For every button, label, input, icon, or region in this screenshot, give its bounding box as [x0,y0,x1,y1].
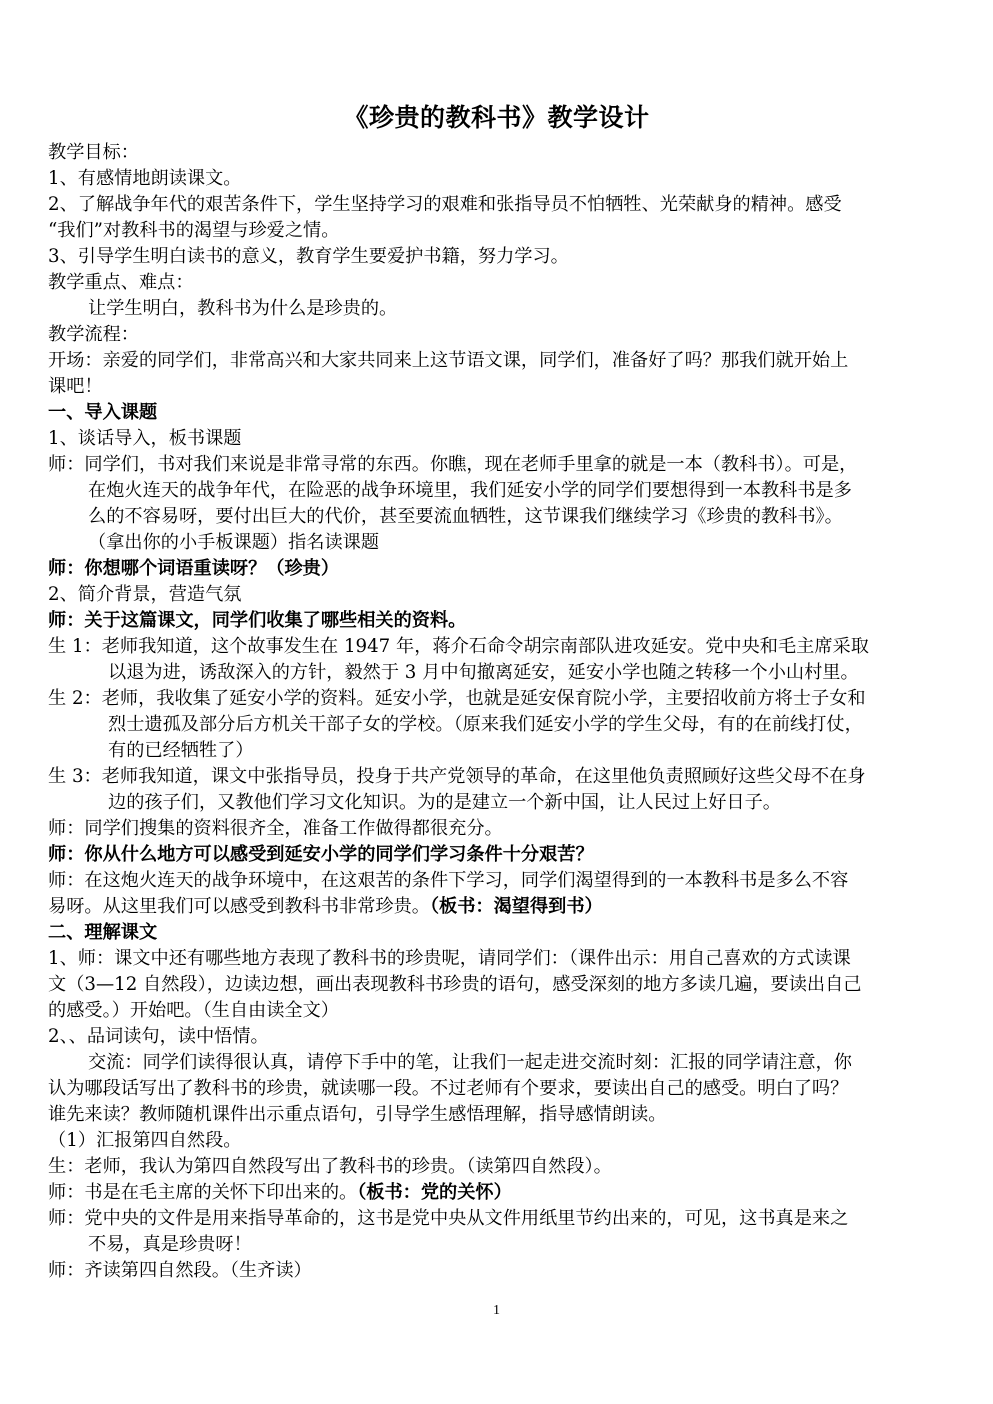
text-line: 师：关于这篇课文，同学们收集了哪些相关的资料。 [48,610,467,631]
text-line: 易呀。从这里我们可以感受到教科书非常珍贵。（板书：渴望得到书） [48,896,603,917]
text-line: 烈士遗孤及部分后方机关干部子女的学校。（原来我们延安小学的学生父母，有的在前线打仗， [108,714,863,735]
document-title: 《珍贵的教科书》教学设计 [343,103,650,132]
text-line: 生：老师，我认为第四自然段写出了教科书的珍贵。（读第四自然段）。 [48,1156,612,1177]
text-line: 2、简介背景，营造气氛 [48,584,242,605]
text-line: 教学重点、难点： [48,272,194,293]
text-line: 么的不容易呀，要付出巨大的代价，甚至要流血牺牲，这节课我们继续学习《珍贵的教科书》。 [88,506,843,527]
text-line: “我们”对教科书的渴望与珍爱之情。 [48,220,340,241]
text-line: 的感受。）开始吧。（生自由读全文） [48,1000,339,1021]
text-line: 师：你想哪个词语重读呀？（珍贵） [48,558,340,579]
document-body [48,140,948,1284]
text-line: 1、有感情地朗读课文。 [48,168,242,189]
text-line: 开场：亲爱的同学们，非常高兴和大家共同来上这节语文课，同学们，准备好了吗？那我们就开始上 [48,350,849,371]
text-line: 认为哪段话写出了教科书的珍贵，就读哪一段。不过老师有个要求，要读出自己的感受。明白了吗？ [48,1078,849,1099]
text-line: 在炮火连天的战争年代，在险恶的战争环境里，我们延安小学的同学们要想得到一本教科书是多 [88,480,852,501]
text-line: 边的孩子们，又教他们学习文化知识。为的是建立一个新中国，让人民过上好日子。 [108,792,781,813]
text-line: 二、理解课文 [48,922,158,943]
text-line: 生 3：老师我知道，课文中张指导员，投身于共产党领导的革命，在这里他负责照顾好这些父母不在身 [48,766,866,787]
text-line: 生 1：老师我知道，这个故事发生在 1947 年，蒋介石命令胡宗南部队进攻延安。党中央和毛主席采取 [48,636,869,657]
text-line: 一、导入课题 [48,402,158,423]
text-line: 不易，真是珍贵呀！ [88,1234,252,1255]
text-line: 师：同学们搜集的资料很齐全，准备工作做得都很充分。 [48,818,503,839]
text-line: 师：你从什么地方可以感受到延安小学的同学们学习条件十分艰苦？ [48,844,594,865]
text-line: 师：在这炮火连天的战争环境中，在这艰苦的条件下学习，同学们渴望得到的一本教科书是多么不容 [48,870,849,891]
text-line: 生 2：老师，我收集了延安小学的资料。延安小学，也就是延安保育院小学，主要招收前方将士子女和 [48,688,866,709]
text-line: 教学目标： [48,142,139,163]
text-line: 有的已经牺牲了） [108,740,254,761]
text-line: 师：齐读第四自然段。（生齐读） [48,1260,312,1281]
text-line: 谁先来读？教师随机课件出示重点语句，引导学生感悟理解，指导感情朗读。 [48,1104,667,1125]
text-line: 3、引导学生明白读书的意义，教育学生要爱护书籍，努力学习。 [48,246,569,267]
text-line: 师：书是在毛主席的关怀下印出来的。（板书：党的关怀） [48,1182,512,1203]
text-line: 让学生明白，教科书为什么是珍贵的。 [88,298,398,319]
text-line: 2、、品词读句，读中悟情。 [48,1026,269,1047]
text-line: （拿出你的小手板课题）指名读课题 [88,532,380,553]
text-line: 以退为进，诱敌深入的方针，毅然于 3 月中旬撤离延安，延安小学也随之转移一个小山村里。 [108,662,859,683]
board-note: （板书：渴望得到书） [429,896,603,917]
text-line: （1）汇报第四自然段。 [48,1130,242,1151]
text-line: 2、了解战争年代的艰苦条件下，学生坚持学习的艰难和张指导员不怕牺牲、光荣献身的精神。感受 [48,194,842,215]
page-number: 1 [493,1303,500,1318]
text-line: 课吧！ [48,376,103,397]
board-note: （板书：党的关怀） [357,1182,512,1203]
text-line: 1、谈话导入，板书课题 [48,428,242,449]
text-line: 1、师：课文中还有哪些地方表现了教科书的珍贵呢，请同学们：（课件出示：用自己喜欢的方式读课 [48,948,851,969]
text-line: 文（3—12 自然段），边读边想，画出表现教科书珍贵的语句，感受深刻的地方多读几遍，要读出自己 [48,974,862,995]
text-line: 教学流程： [48,324,139,345]
text-line: 师：党中央的文件是用来指导革命的，这书是党中央从文件用纸里节约出来的，可见，这书真是来之 [48,1208,849,1229]
text-line: 师：同学们，书对我们来说是非常寻常的东西。你瞧，现在老师手里拿的就是一本（教科书）。可是， [48,454,858,475]
text-line: 交流：同学们读得很认真，请停下手中的笔，让我们一起走进交流时刻：汇报的同学请注意，你 [88,1052,852,1073]
